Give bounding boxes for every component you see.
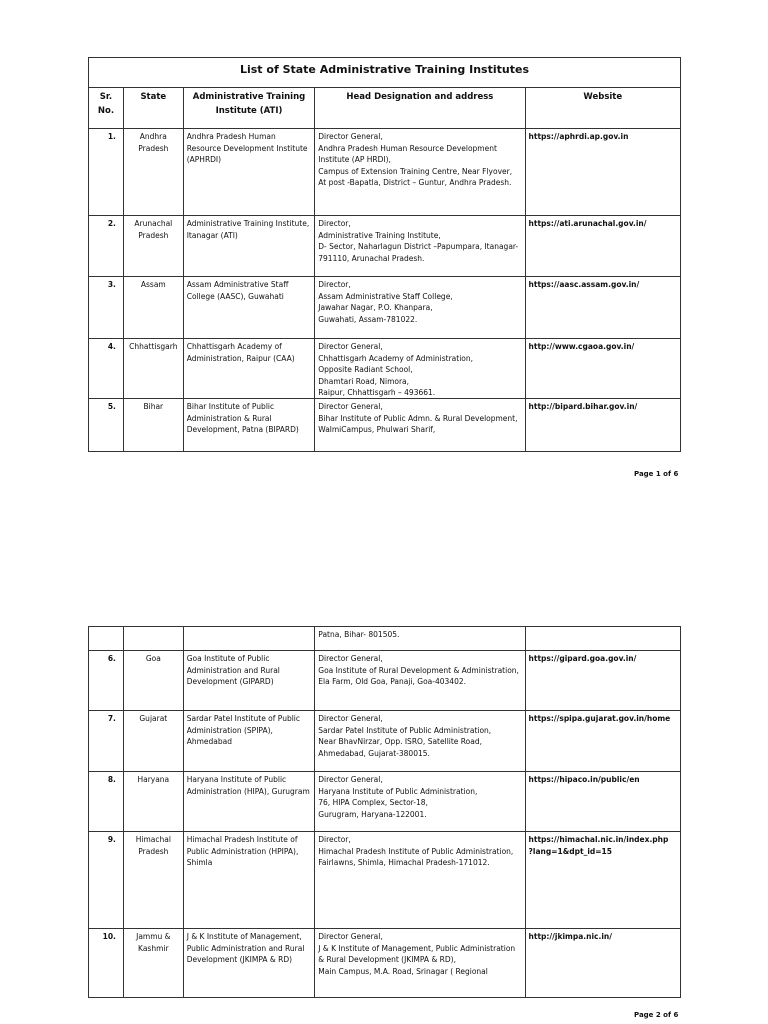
ati-cell: Andhra Pradesh Human Resource Development Institute (APHRDI) bbox=[184, 129, 316, 215]
ati-cell: Haryana Institute of Public Administration (HIPA), Gurugram bbox=[184, 772, 316, 831]
head-address-cell: Director General, Chhattisgarh Academy of Administration, Opposite Radiant School, Dhamtari Road, Nimora, Raipur, Chhattisgarh – 493661. bbox=[315, 339, 525, 398]
page-number: Page 2 of 6 bbox=[634, 1011, 679, 1019]
ati-cell: Bihar Institute of Public Administration & Rural Development, Patna (BIPARD) bbox=[184, 399, 316, 451]
sr-no-cell: 9. bbox=[89, 832, 124, 928]
state-cell: Goa bbox=[124, 651, 184, 710]
table-row bbox=[89, 832, 680, 929]
table-row bbox=[89, 277, 680, 339]
sr-no-cell: 3. bbox=[89, 277, 124, 338]
ati-cell: Chhattisgarh Academy of Administration, Raipur (CAA) bbox=[184, 339, 316, 398]
website-link[interactable]: https://aphrdi.ap.gov.in bbox=[528, 132, 629, 141]
head-address-cell: Director General, Bihar Institute of Public Admn. & Rural Development, WalmiCampus, Phulwari Sharif, bbox=[315, 399, 525, 451]
ati-cell: Assam Administrative Staff College (AASC), Guwahati bbox=[184, 277, 316, 338]
page-number: Page 1 of 6 bbox=[634, 470, 679, 478]
website-link[interactable]: https://aasc.assam.gov.in/ bbox=[528, 280, 640, 289]
ati-cell: Himachal Pradesh Institute of Public Administration (HPIPA), Shimla bbox=[184, 832, 316, 928]
head-address-cell: Patna, Bihar- 801505. bbox=[315, 627, 525, 650]
sr-no-cell: 4. bbox=[89, 339, 124, 398]
ati-table-page-2 bbox=[88, 626, 681, 998]
table-row bbox=[89, 129, 680, 216]
sr-no-cell: 2. bbox=[89, 216, 124, 276]
table-header-row bbox=[89, 88, 680, 129]
sr-no-cell: 8. bbox=[89, 772, 124, 831]
table-row bbox=[89, 216, 680, 277]
state-cell bbox=[124, 627, 184, 650]
table-row bbox=[89, 399, 680, 451]
state-cell: Gujarat bbox=[124, 711, 184, 771]
ati-table-page-1 bbox=[88, 57, 681, 452]
ati-cell: Sardar Patel Institute of Public Administration (SPIPA), Ahmedabad bbox=[184, 711, 316, 771]
head-address-cell: Director General, Goa Institute of Rural Development & Administration, Ela Farm, Old Goa, Panaji, Goa-403402. bbox=[315, 651, 525, 710]
ati-cell: Goa Institute of Public Administration and Rural Development (GIPARD) bbox=[184, 651, 316, 710]
header-ati: Administrative Training Institute (ATI) bbox=[184, 88, 316, 128]
website-link[interactable]: http://www.cgaoa.gov.in/ bbox=[528, 342, 635, 351]
table-row bbox=[89, 929, 680, 997]
website-link[interactable]: http://jkimpa.nic.in/ bbox=[528, 932, 612, 941]
header-head-designation: Head Designation and address bbox=[315, 88, 525, 128]
head-address-cell: Director General, Sardar Patel Institute of Public Administration, Near BhavNirzar, Opp. ISRO, Satellite Road, Ahmedabad, Gujarat-380015. bbox=[315, 711, 525, 771]
website-link[interactable]: https://spipa.gujarat.gov.in/home bbox=[528, 714, 671, 723]
table-row bbox=[89, 772, 680, 832]
sr-no-cell: 10. bbox=[89, 929, 124, 997]
table-row bbox=[89, 339, 680, 399]
website-link[interactable]: https://hipaco.in/public/en bbox=[528, 775, 640, 784]
state-cell: Haryana bbox=[124, 772, 184, 831]
state-cell: Jammu & Kashmir bbox=[124, 929, 184, 997]
website-link[interactable]: http://bipard.bihar.gov.in/ bbox=[528, 402, 638, 411]
head-address-cell: Director, Administrative Training Institute, D- Sector, Naharlagun District –Papumpara, Itanagar-791110, Arunachal Pradesh. bbox=[315, 216, 525, 276]
head-address-cell: Director, Himachal Pradesh Institute of Public Administration, Fairlawns, Shimla, Himachal Pradesh-171012. bbox=[315, 832, 525, 928]
sr-no-cell bbox=[89, 627, 124, 650]
sr-no-cell: 6. bbox=[89, 651, 124, 710]
state-cell: Assam bbox=[124, 277, 184, 338]
website-link[interactable]: https://ati.arunachal.gov.in/ bbox=[528, 219, 647, 228]
table-row bbox=[89, 627, 680, 651]
head-address-cell: Director General, J & K Institute of Management, Public Administration & Rural Development (JKIMPA & RD), Main Campus, M.A. Road, Srinagar ( Regional bbox=[315, 929, 525, 997]
ati-cell: Administrative Training Institute, Itanagar (ATI) bbox=[184, 216, 316, 276]
sr-no-cell: 7. bbox=[89, 711, 124, 771]
header-sr-no: Sr. No. bbox=[89, 88, 124, 128]
header-website: Website bbox=[583, 92, 623, 102]
sr-no-cell: 5. bbox=[89, 399, 124, 451]
state-cell: Arunachal Pradesh bbox=[124, 216, 184, 276]
table-title: List of State Administrative Training Institutes bbox=[89, 58, 680, 88]
state-cell: Chhattisgarh bbox=[124, 339, 184, 398]
state-cell: Himachal Pradesh bbox=[124, 832, 184, 928]
head-address-cell: Director General, Haryana Institute of Public Administration, 76, HIPA Complex, Sector-18, Gurugram, Haryana-122001. bbox=[315, 772, 525, 831]
website-link[interactable]: https://himachal.nic.in/index.php ?lang=1&dpt_id=15 bbox=[528, 835, 669, 856]
website-link[interactable] bbox=[526, 627, 680, 650]
website-link[interactable]: https://gipard.goa.gov.in/ bbox=[528, 654, 637, 663]
table-row bbox=[89, 651, 680, 711]
state-cell: Bihar bbox=[124, 399, 184, 451]
ati-cell bbox=[184, 627, 316, 650]
sr-no-cell: 1. bbox=[89, 129, 124, 215]
ati-cell: J & K Institute of Management, Public Administration and Rural Development (JKIMPA & RD) bbox=[184, 929, 316, 997]
head-address-cell: Director, Assam Administrative Staff College, Jawahar Nagar, P.O. Khanpara, Guwahati, Assam-781022. bbox=[315, 277, 525, 338]
head-address-cell: Director General, Andhra Pradesh Human Resource Development Institute (AP HRDI), Campus of Extension Training Centre, Near Flyover, At post -Bapatla, District – Guntur, Andhra Pradesh. bbox=[315, 129, 525, 215]
table-row bbox=[89, 711, 680, 772]
header-state: State bbox=[124, 88, 184, 128]
state-cell: Andhra Pradesh bbox=[124, 129, 184, 215]
